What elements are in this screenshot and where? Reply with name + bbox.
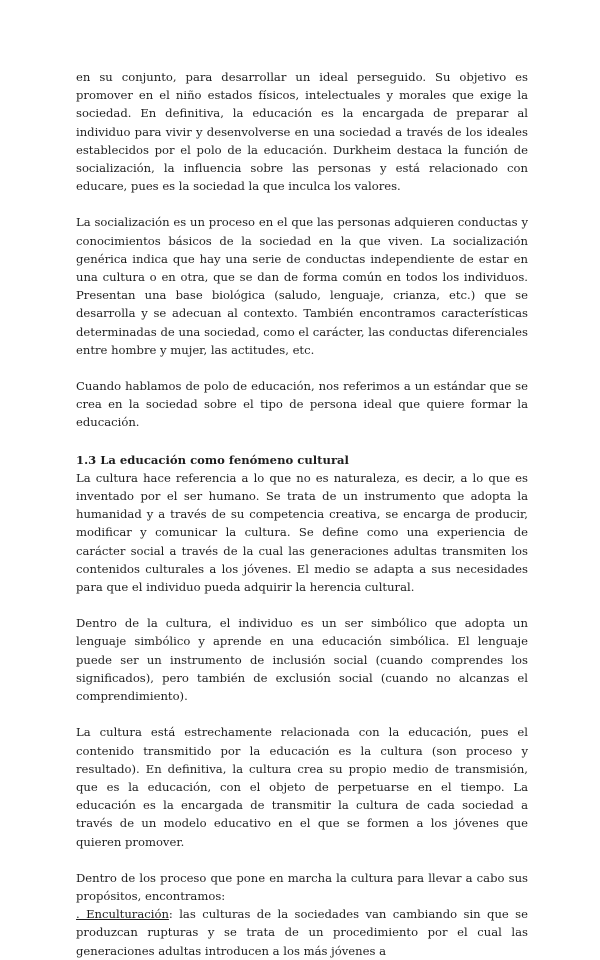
list-item-term: . Enculturación (76, 907, 169, 922)
list-item-text: : las culturas de la sociedades van cambiando sin que se produzcan rupturas y se trata de un procedimiento por el cual las generaciones adultas introducen a los más jóvenes a (76, 907, 528, 958)
section-heading (76, 451, 528, 469)
document-body (76, 68, 528, 960)
section-title: La educación como fenómeno cultural (100, 452, 349, 467)
paragraph-education-ideal: en su conjunto, para desarrollar un ideal perseguido. Su objetivo es promover en el niño estados físicos, intelectuales y morales que exige la sociedad. En definitiva, la educación es la encargada de preparar al individuo para vivir y desenvolverse en una sociedad a través de los ideales establecidos por el polo de la educación. Durkheim destaca la función de socialización, la influencia sobre las personas y está relacionado con educare, pues es la sociedad la que inculca los valores. (76, 70, 528, 194)
paragraph-culture-definition: La cultura hace referencia a lo que no es naturaleza, es decir, a lo que es inventado por el ser humano. Se trata de un instrumento que adopta la humanidad y a través de su competencia creativa, se encarga de producir, modificar y comunicar la cultura. Se define como una experiencia de carácter social a través de la cual las generaciones adultas transmiten los contenidos culturales a los jóvenes. El medio se adapta a sus necesidades para que el individuo pueda adquirir la herencia cultural. (76, 470, 528, 595)
paragraph-processes-intro: Dentro de los proceso que pone en marcha la cultura para llevar a cabo sus propósitos, encontramos: (76, 870, 528, 903)
section-number: 1.3 (76, 452, 97, 467)
paragraph-culture-education: La cultura está estrechamente relacionada con la educación, pues el contenido transmitido por la educación es la cultura (son proceso y resultado). En definitiva, la cultura crea su propio medio de transmisión, que es la educación, con el objeto de perpetuarse en el tiempo. La educación es la encargada de transmitir la cultura de cada sociedad a través de un modelo educativo en el que se formen a los jóvenes que quieren promover. (76, 725, 528, 849)
list-item-enculturacion (76, 905, 528, 960)
paragraph-symbolic-being: Dentro de la cultura, el individuo es un ser simbólico que adopta un lenguaje simbólico y aprende en una educación simbólica. El lenguaje puede ser un instrumento de inclusión social (cuando comprendes los significados), pero también de exclusión social (cuando no alcanzas el comprendimiento). (76, 616, 528, 704)
paragraph-socialization: La socialización es un proceso en el que las personas adquieren conductas y conocimientos básicos de la sociedad en la que viven. La socialización genérica indica que hay una serie de conductas independiente de estar en una cultura o en otra, que se dan de forma común en todos los individuos. Presentan una base biológica (saludo, lenguaje, crianza, etc.) que se desarrolla y se adecuan al contexto. También encontramos características determinadas de una sociedad, como el carácter, las conductas diferenciales entre hombre y mujer, las actitudes, etc. (76, 215, 528, 357)
paragraph-polo-educacion: Cuando hablamos de polo de educación, nos referimos a un estándar que se crea en la sociedad sobre el tipo de persona ideal que quiere formar la educación. (76, 379, 528, 430)
